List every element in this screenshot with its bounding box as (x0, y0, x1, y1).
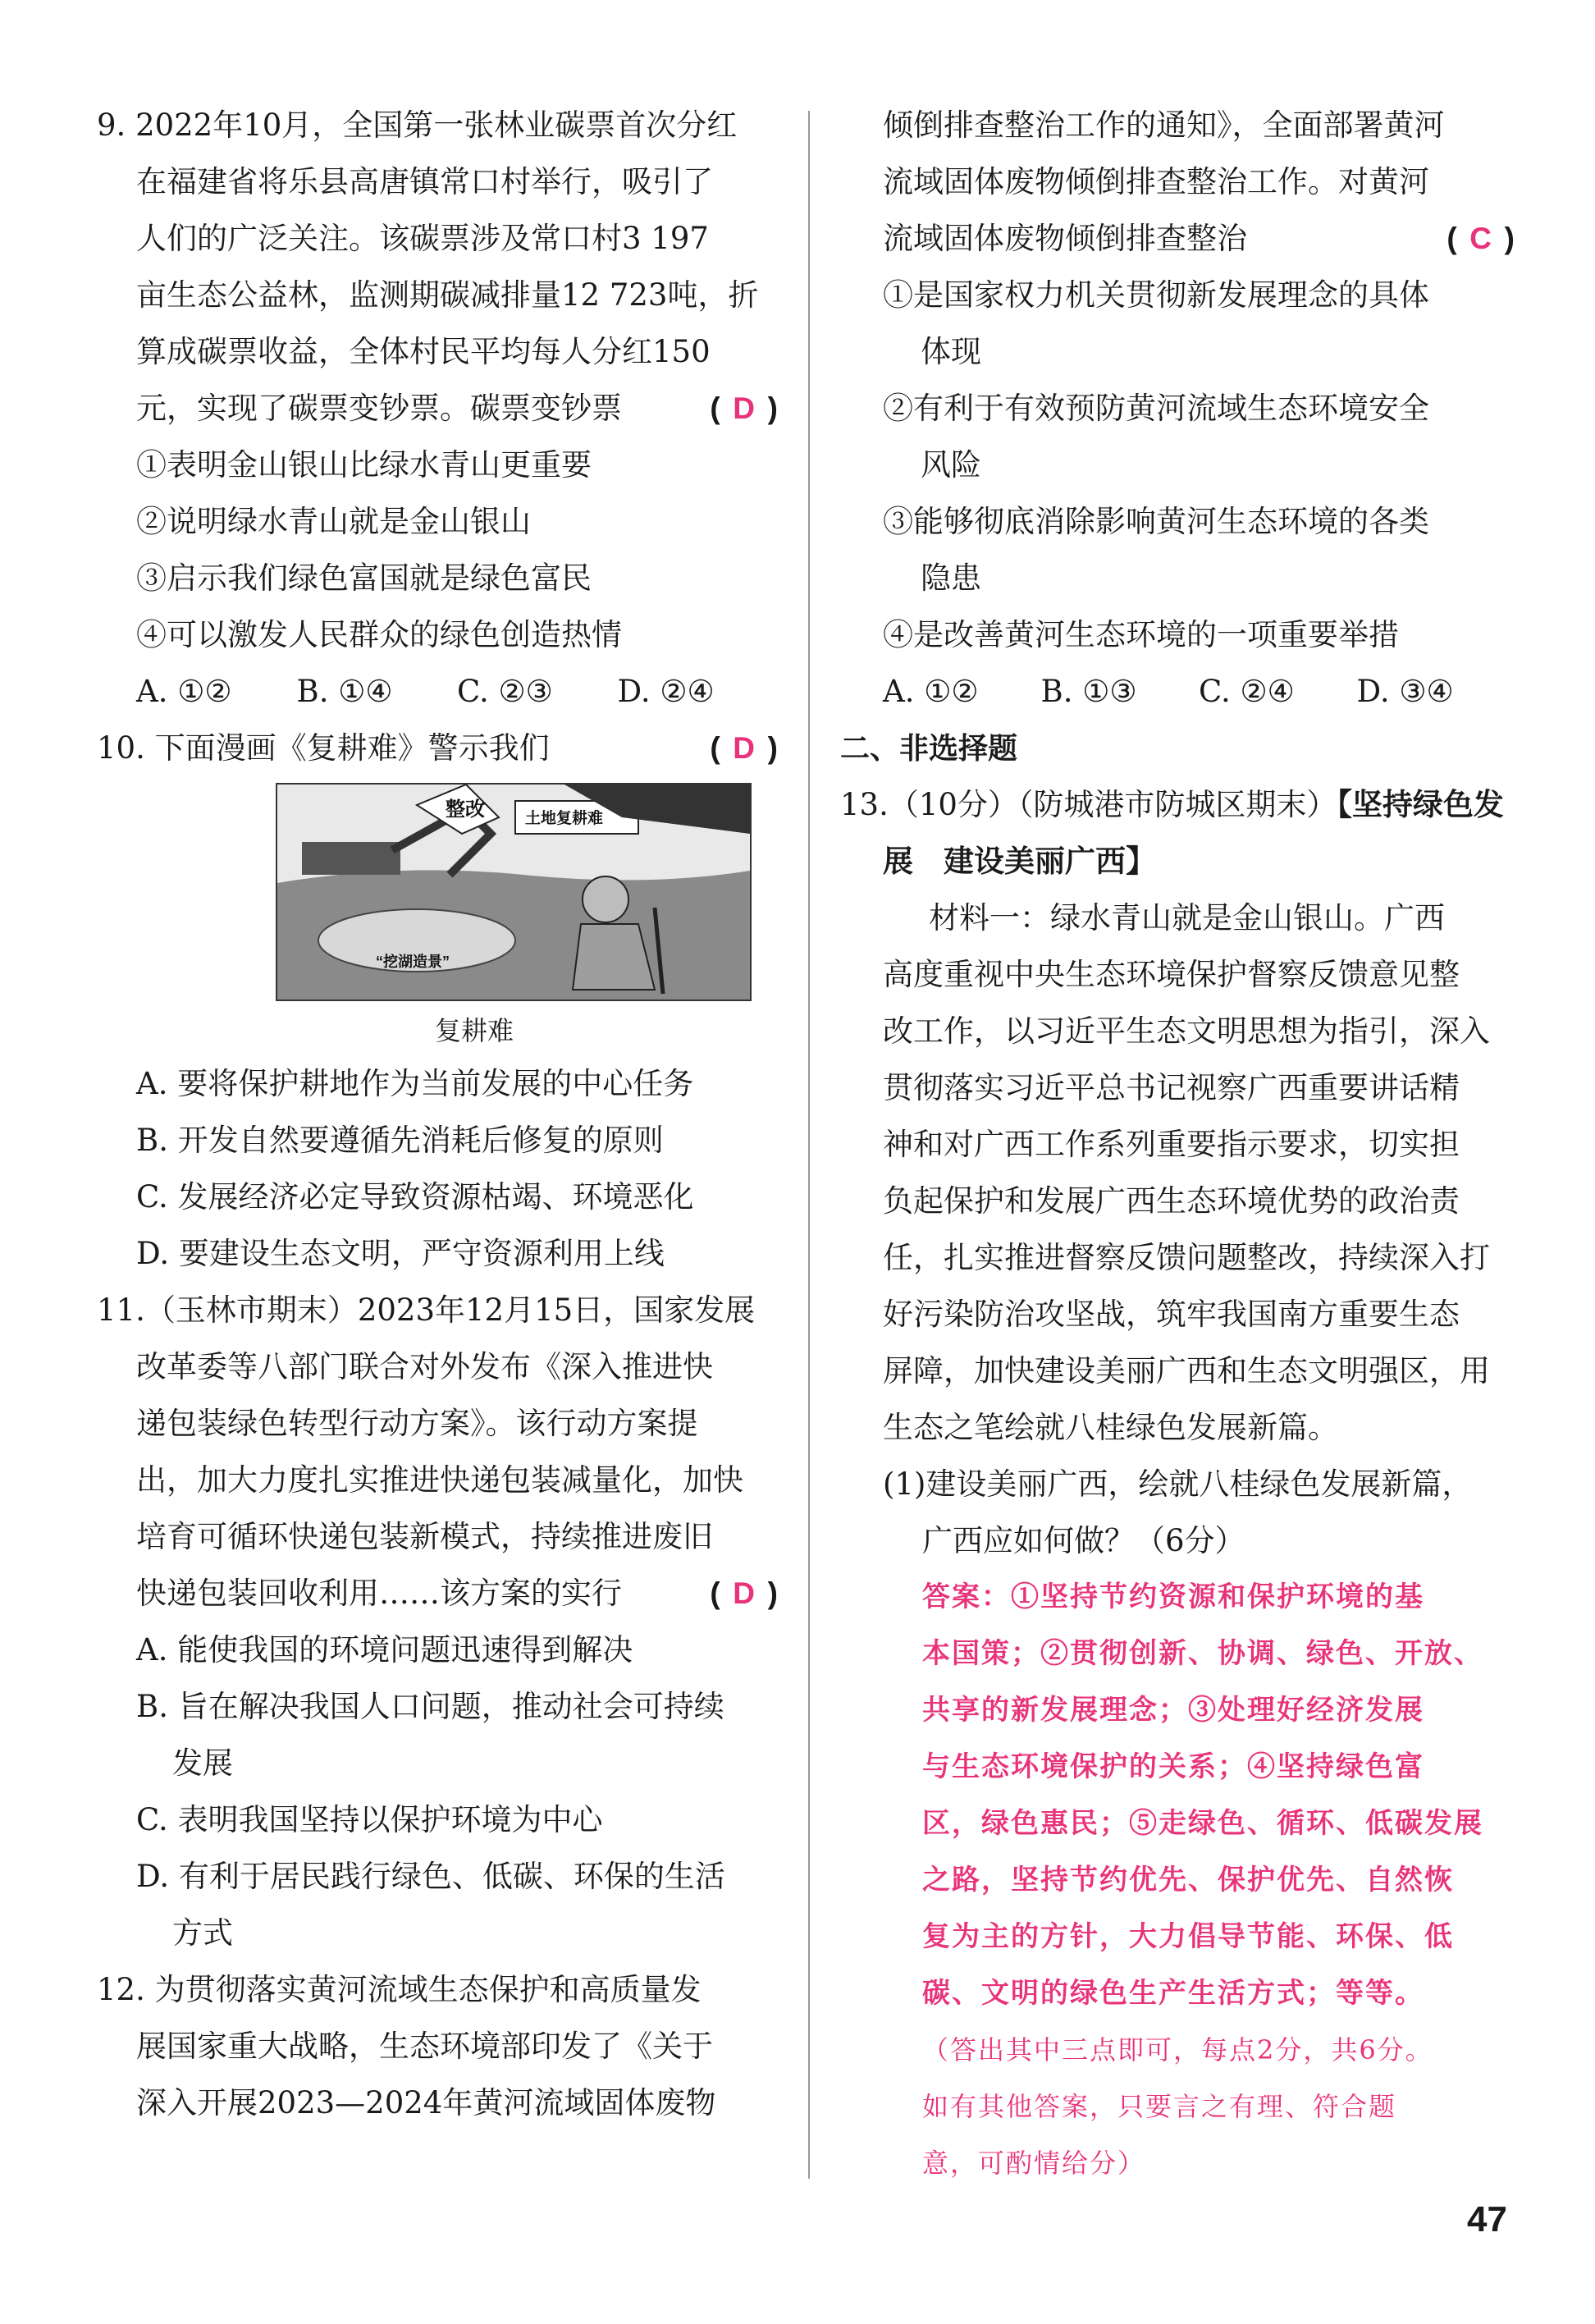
q13-material-line: 任，扎实推进督察反馈问题整改，持续深入打 (883, 1240, 1490, 1275)
q9-choice-d: D. ②④ (617, 674, 715, 709)
q10-choice-a: A. 要将保护耕地作为当前发展的中心任务 (136, 1066, 694, 1101)
q13-answer-line: 与生态环境保护的关系；④坚持绿色富 (922, 1750, 1424, 1783)
q13-material-line: 材料一：绿水青山就是金山银山。广西 (929, 900, 1445, 936)
q12-option: ②有利于有效预防黄河流域生态环境安全 (883, 391, 1429, 426)
q13-material-line: 屏障，加快建设美丽广西和生态文明强区，用 (883, 1353, 1490, 1388)
q9-option: ④可以激发人民群众的绿色创造热情 (136, 617, 622, 652)
q9-choice-b: B. ①④ (296, 674, 393, 709)
q12-choice-c: C. ②④ (1199, 674, 1295, 709)
cartoon-image (276, 783, 752, 1001)
q9-line: 亩生态公益林，监测期碳减排量12 723吨，折 (136, 277, 759, 313)
q13-sub1: (1)建设美丽广西，绘就八桂绿色发展新篇， (883, 1466, 1473, 1502)
q13-answer-line: 共享的新发展理念；③处理好经济发展 (922, 1694, 1424, 1727)
q9-answer-bracket: ( D ) (710, 380, 778, 437)
q13-answer-line: 本国策；②贯彻创新、协调、绿色、开放、 (922, 1637, 1483, 1670)
q12-line: 流域固体废物倾倒排查整治工作。对黄河 (883, 164, 1429, 199)
q11-line: 11.（玉林市期末）2023年12月15日，国家发展 (97, 1292, 756, 1328)
q13-sub1-cont: 广西应如何做？（6分） (922, 1523, 1245, 1558)
q13-topic-part2: 展 建设美丽广西】 (883, 844, 1156, 878)
question-12-start (97, 1961, 778, 2131)
page-number: 47 (1467, 2199, 1507, 2239)
q13-scoring-note: 意，可酌情给分） (922, 2148, 1146, 2179)
q10-answer-bracket: ( D ) (710, 720, 778, 776)
q13-material-line: 负起保护和发展广西生态环境优势的政治责 (883, 1183, 1460, 1219)
q12-line-last (883, 210, 1515, 267)
column-divider (808, 111, 810, 2179)
q9-line: 在福建省将乐县高唐镇常口村举行，吸引了 (136, 164, 713, 199)
q13-answer-line: 答案：①坚持节约资源和保护环境的基 (922, 1581, 1424, 1613)
q13-scoring-note: 如有其他答案，只要言之有理、符合题 (922, 2091, 1397, 2122)
q12-option-cont: 体现 (921, 334, 981, 369)
q11-line: 培育可循环快递包装新模式，持续推进废旧 (136, 1519, 713, 1554)
q11-answer-bracket: ( D ) (710, 1565, 778, 1622)
q11-choice-a: A. 能使我国的环境问题迅速得到解决 (136, 1632, 633, 1668)
q13-header-source: 13.（10分）（防城港市防城区期末） (840, 787, 1337, 822)
q9-line: 算成碳票收益，全体村民平均每人分红150 (136, 334, 711, 369)
q13-material-line: 好污染防治攻坚战，筑牢我国南方重要生态 (883, 1297, 1460, 1332)
q12-stem-end: 流域固体废物倾倒排查整治 (883, 221, 1247, 256)
q10-answer: D (733, 731, 756, 765)
q13-answer-line: 区，绿色惠民；⑤走绿色、循环、低碳发展 (922, 1807, 1483, 1840)
q12-answer-bracket: ( C ) (1446, 210, 1515, 267)
q13-material-line: 神和对广西工作系列重要指示要求，切实担 (883, 1127, 1460, 1162)
cartoon-caption: 复耕难 (434, 1015, 514, 1046)
q12-option: ③能够彻底消除影响黄河生态环境的各类 (883, 504, 1429, 539)
section-heading: 二、非选择题 (840, 731, 1018, 765)
q9-stem-end: 元，实现了碳票变钞票。碳票变钞票 (136, 391, 622, 426)
q11-choice-b-cont: 发展 (172, 1745, 233, 1781)
q12-option-cont: 风险 (921, 447, 981, 483)
q9-choice-c: C. ②③ (457, 674, 553, 709)
cartoon-lake-text: “挖湖造景” (376, 954, 450, 970)
q11-choice-d-cont: 方式 (172, 1915, 233, 1951)
q9-option: ②说明绿水青山就是金山银山 (136, 504, 531, 539)
q10-choice-d: D. 要建设生态文明，严守资源利用上线 (136, 1236, 665, 1271)
q12-option-cont: 隐患 (921, 560, 981, 596)
q11-choice-d: D. 有利于居民践行绿色、低碳、环保的生活 (136, 1859, 725, 1894)
q11-line-last (97, 1565, 778, 1622)
q13-topic-part1: 【坚持绿色发 (1337, 788, 1504, 821)
q12-option: ④是改善黄河生态环境的一项重要举措 (883, 617, 1399, 652)
q9-line: 人们的广泛关注。该碳票涉及常口村3 197 (136, 221, 709, 256)
q9-line: 9. 2022年10月，全国第一张林业碳票首次分红 (97, 108, 738, 143)
q12-line: 倾倒排查整治工作的通知》，全面部署黄河 (883, 108, 1445, 143)
q11-answer: D (733, 1576, 756, 1610)
q12-line: 深入开展2023—2024年黄河流域固体废物 (136, 2085, 716, 2120)
q9-choice-a: A. ①② (136, 674, 232, 709)
q11-line: 出，加大力度扎实推进快递包装减量化，加快 (136, 1462, 743, 1498)
q13-answer-block (883, 1569, 1515, 2192)
q10-stem: 10. 下面漫画《复耕难》警示我们 (97, 730, 550, 766)
q13-material-line: 贯彻落实习近平总书记视察广西重要讲话精 (883, 1070, 1460, 1105)
q12-choices (883, 663, 1515, 720)
q9-line-last (97, 380, 778, 437)
cartoon-container (97, 776, 778, 1006)
question-13 (840, 776, 1515, 2192)
left-column (97, 97, 778, 2131)
q9-option: ①表明金山银山比绿水青山更重要 (136, 447, 592, 483)
q12-choice-d: D. ③④ (1356, 674, 1454, 709)
question-9 (97, 97, 778, 720)
cartoon-illustration (277, 785, 750, 1000)
q10-choice-b: B. 开发自然要遵循先消耗后修复的原则 (136, 1123, 664, 1158)
q11-line: 改革委等八部门联合对外发布《深入推进快 (136, 1349, 713, 1384)
q13-answer-line: 碳、文明的绿色生产生活方式；等等。 (922, 1977, 1424, 2010)
q13-header (840, 776, 1515, 833)
q13-material-line: 高度重视中央生态环境保护督察反馈意见整 (883, 957, 1460, 992)
right-column (840, 97, 1515, 2192)
q12-answer: C (1469, 222, 1492, 255)
q9-option: ③启示我们绿色富国就是绿色富民 (136, 560, 592, 596)
q11-choice-b: B. 旨在解决我国人口问题，推动社会可持续 (136, 1689, 724, 1724)
q11-stem-end: 快递包装回收利用……该方案的实行 (136, 1576, 622, 1611)
q12-line: 12. 为贯彻落实黄河流域生态保护和高质量发 (97, 1972, 702, 2007)
q13-scoring-note: （答出其中三点即可，每点2分，共6分。 (922, 2034, 1433, 2066)
question-11 (97, 1282, 778, 1961)
q13-answer-line: 复为主的方针，大力倡导节能、环保、低 (922, 1920, 1454, 1953)
q13-answer-line: 之路，坚持节约优先、保护优先、自然恢 (922, 1864, 1454, 1896)
cartoon-sign-text: 整改 (446, 798, 485, 821)
question-12-cont (883, 97, 1515, 720)
q9-answer: D (733, 391, 756, 425)
q12-option: ①是国家权力机关贯彻新发展理念的具体 (883, 277, 1429, 313)
q10-stem-line (97, 720, 778, 776)
q12-choice-b: B. ①③ (1040, 674, 1137, 709)
q13-material-line: 改工作，以习近平生态文明思想为指引，深入 (883, 1013, 1490, 1049)
q11-choice-c: C. 表明我国坚持以保护环境为中心 (136, 1802, 603, 1837)
q10-choice-c: C. 发展经济必定导致资源枯竭、环境恶化 (136, 1179, 694, 1215)
q12-line: 展国家重大战略，生态环境部印发了《关于 (136, 2029, 713, 2064)
cartoon-board-text: 土地复耕难 (525, 810, 604, 827)
q9-choices (97, 663, 778, 720)
q12-choice-a: A. ①② (883, 674, 979, 709)
q13-material-line: 生态之笔绘就八桂绿色发展新篇。 (883, 1410, 1338, 1445)
q11-line: 递包装绿色转型行动方案》。该行动方案提 (136, 1406, 698, 1441)
question-10 (97, 720, 778, 1282)
